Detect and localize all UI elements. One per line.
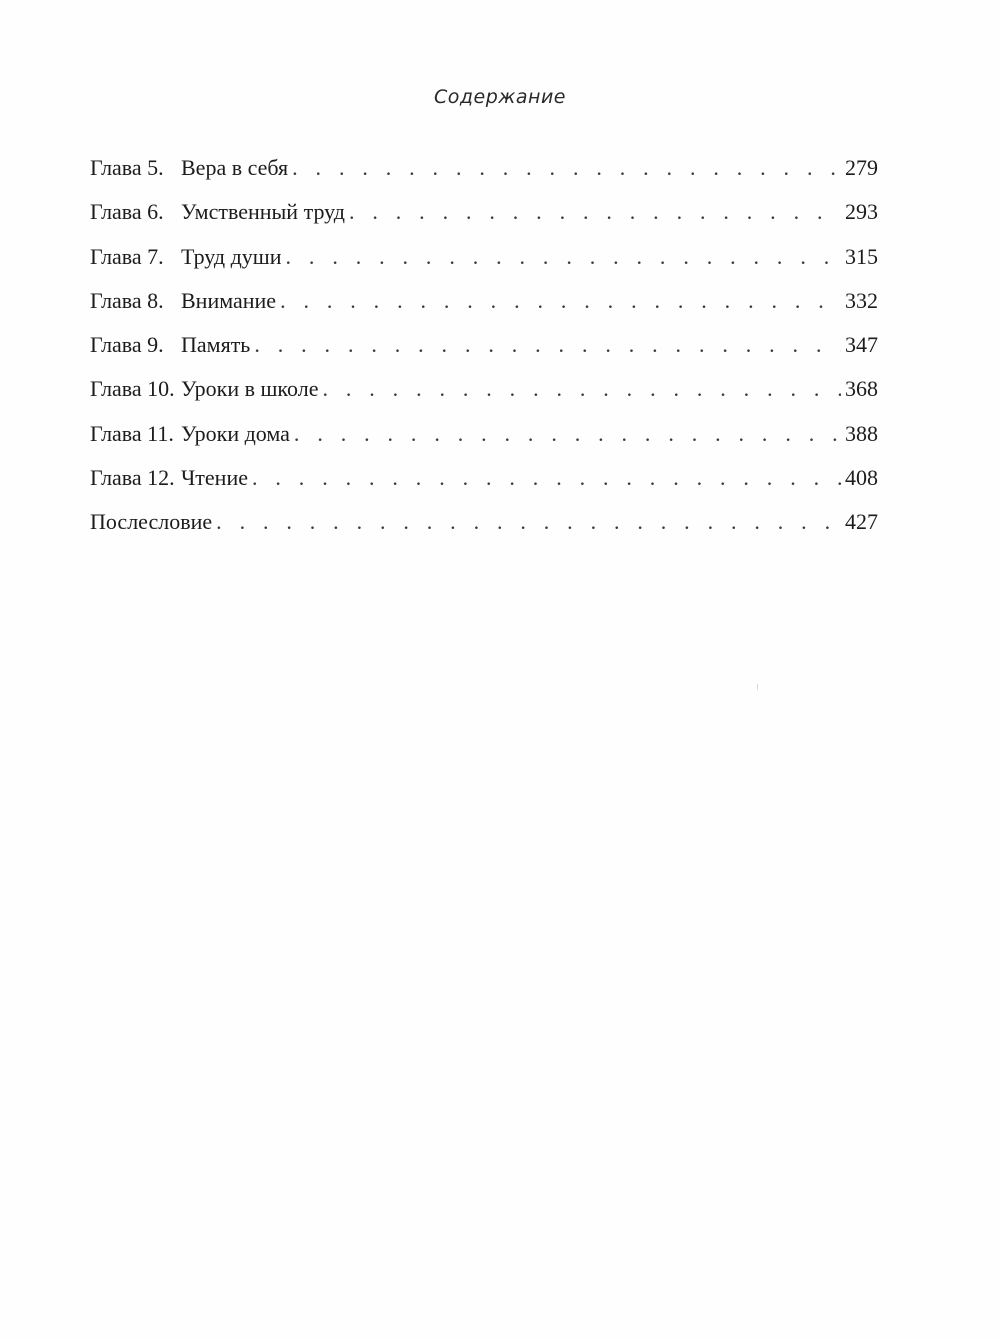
- toc-entry-prefix: [90, 416, 181, 452]
- chapter-word: Глава: [90, 332, 142, 358]
- chapter-label: [90, 150, 181, 186]
- chapter-word: Глава: [90, 465, 142, 491]
- toc-entry-title: Труд души: [181, 243, 282, 269]
- toc-entry-prefix: [90, 239, 181, 275]
- toc-entry-page-number: 408: [845, 465, 878, 491]
- chapter-number: 10.: [147, 376, 175, 402]
- table-of-contents: [90, 150, 878, 549]
- toc-entry-title: Внимание: [181, 287, 277, 313]
- toc-entry-title: Вера в себя: [181, 155, 289, 180]
- toc-entry-title: Умственный труд: [181, 199, 345, 225]
- chapter-word: Глава: [90, 155, 142, 180]
- dot-leader: [280, 283, 841, 319]
- toc-entry-chapter-8: [90, 283, 878, 327]
- chapter-label: [90, 239, 181, 275]
- toc-entry-title: Память: [181, 332, 251, 358]
- toc-entry-chapter-5: [90, 150, 878, 194]
- page-title: Содержание: [434, 86, 566, 108]
- toc-entry-page-number: 293: [845, 199, 878, 225]
- toc-entry-chapter-12: [90, 460, 878, 504]
- dot-leader: [254, 327, 841, 363]
- chapter-label: [90, 460, 181, 496]
- dot-leader: [322, 371, 841, 407]
- toc-entry-page-number: 279: [845, 155, 878, 180]
- dot-leader: [286, 239, 841, 275]
- toc-entry-page-number: 315: [845, 243, 878, 269]
- chapter-word: Глава: [90, 420, 142, 446]
- paper-speck: [757, 684, 758, 690]
- toc-entry-chapter-10: [90, 371, 878, 415]
- chapter-number: 6.: [147, 199, 164, 225]
- toc-entry-prefix: [90, 327, 181, 363]
- toc-entry-chapter-7: [90, 239, 878, 283]
- chapter-word: Глава: [90, 376, 142, 402]
- chapter-label: [90, 283, 181, 319]
- chapter-label: [90, 416, 181, 452]
- toc-entry-chapter-11: [90, 416, 878, 460]
- toc-entry-title: Чтение: [181, 465, 248, 491]
- dot-leader: [216, 504, 841, 540]
- dot-leader: [292, 150, 841, 186]
- chapter-number: 9.: [147, 332, 164, 358]
- chapter-word: Глава: [90, 199, 142, 225]
- toc-entry-page-number: 368: [845, 376, 878, 402]
- dot-leader: [349, 194, 841, 230]
- toc-entry-title: Уроки в школе: [181, 376, 319, 402]
- chapter-number: 11.: [147, 420, 174, 446]
- toc-entry-page-number: 427: [845, 509, 878, 535]
- toc-entry-page-number: 332: [845, 287, 878, 313]
- toc-entry-title: Послесловие: [90, 509, 213, 535]
- toc-entry-title: Уроки дома: [181, 420, 290, 446]
- chapter-number: 7.: [147, 243, 164, 269]
- toc-entry-afterword: [90, 504, 878, 548]
- chapter-number: 12.: [147, 465, 175, 491]
- toc-entry-prefix: [90, 194, 181, 230]
- toc-entry-chapter-9: [90, 327, 878, 371]
- toc-entry-page-number: 347: [845, 332, 878, 358]
- toc-entry-page-number: 388: [845, 420, 878, 446]
- chapter-label: [90, 194, 181, 230]
- toc-entry-prefix: [90, 460, 181, 496]
- dot-leader: [294, 416, 841, 452]
- chapter-number: 8.: [147, 287, 164, 313]
- chapter-number: 5.: [147, 155, 164, 180]
- chapter-word: Глава: [90, 287, 142, 313]
- dot-leader: [252, 460, 841, 496]
- toc-entry-prefix: [90, 283, 181, 319]
- chapter-label: [90, 371, 181, 407]
- chapter-label: [90, 327, 181, 363]
- toc-entry-chapter-6: [90, 194, 878, 238]
- chapter-word: Глава: [90, 243, 142, 269]
- toc-entry-prefix: [90, 150, 181, 186]
- toc-entry-prefix: [90, 371, 181, 407]
